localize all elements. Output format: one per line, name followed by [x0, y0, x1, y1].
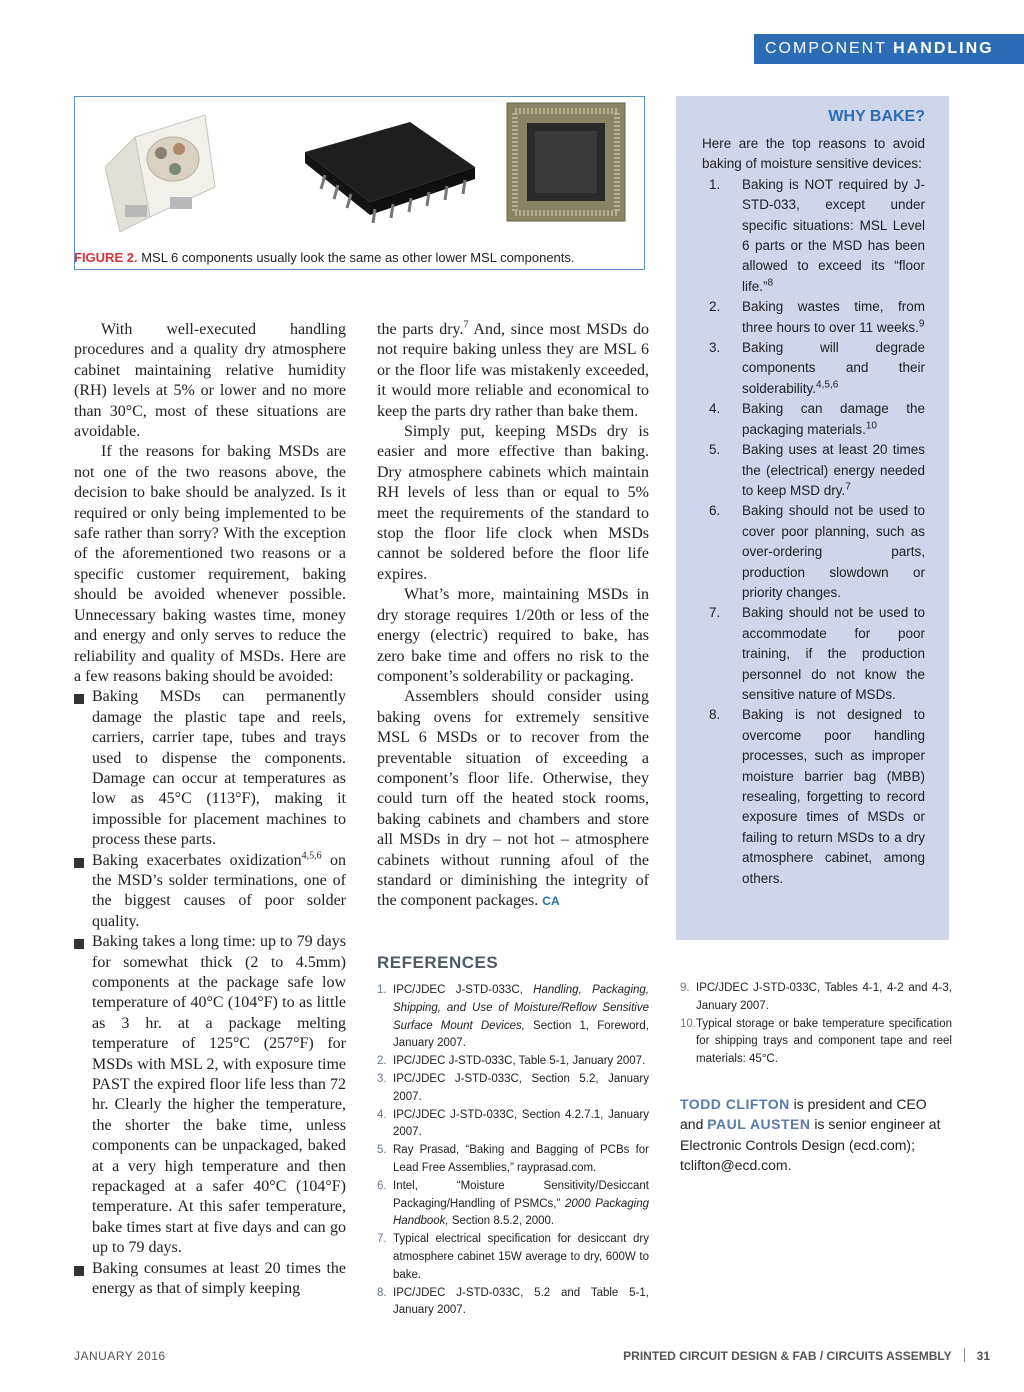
sidebar-title: WHY BAKE? [828, 108, 925, 125]
section-header [754, 34, 1024, 64]
sidebar-reasons-list [702, 175, 925, 889]
reference-number: 4. [377, 1108, 387, 1121]
bio-text: is president and CEO and [680, 1096, 927, 1133]
body-text: Assemblers should consider using baking ovens for extremely sensitive MSL 6 MSDs or to recover from the preventable situation of exceeding a component’s floor life. Otherwise, they could turn off the heated stock rooms, baking cabinets and chambers and store all MSDs in dry – not hot – atmosphere cabinets without running afoul of the standard or diminishing the integrity of the component packages. [377, 688, 649, 910]
reference-text: Typical electrical specification for desiccant dry atmosphere cabinet 15W average to dry, 600W to bake. [393, 1233, 649, 1281]
bullet-text: Baking takes a long time: up to 79 days for somewhat thick (2 to 4.5mm) components at the package safe low temperature of 40°C (104°F) to as little as 3 hr. at a package melting temperature of 125°C (257°F) for MSDs with MSL 2, with exposure time PAST the expired floor life less than 72 hr. Clearly the higher the temperature, the shorter the bake time, unless components can be unpackaged, baked at a very high temperature and then repackaged at a safer 40°C (104°F) temperature. At this safer temperature, bake times start at five days and can go up to 79 days. [92, 933, 346, 1257]
figure-label: FIGURE 2. [74, 250, 138, 265]
body-text: the parts dry. [377, 321, 464, 338]
reference-item [377, 1178, 649, 1231]
reference-number: 3. [377, 1072, 387, 1085]
section-header-light: COMPONENT [765, 40, 894, 57]
reference-text: IPC/JDEC J-STD-033C, 5.2 and Table 5-1, January 2007. [393, 1286, 649, 1317]
body-paragraph: With well-executed handling procedures and a quality dry atmosphere cabinet maintaining relative humidity (RH) levels at 5% or lower and no more than 30°C, most of these situations are avoidable. [74, 321, 346, 441]
citation-superscript: 10 [865, 420, 877, 432]
reference-item [377, 1107, 649, 1143]
reference-number: 7. [377, 1233, 387, 1246]
reference-item [377, 1071, 649, 1107]
figure-image-box [74, 96, 645, 270]
section-header-bold: HANDLING [893, 40, 994, 57]
sidebar-list-item [702, 705, 925, 889]
bio-text: is senior engineer at Electronic Controls Design (ecd.com); tclifton@ecd.com. [680, 1116, 941, 1174]
body-paragraph [377, 320, 649, 422]
reference-number: 5. [377, 1144, 387, 1157]
bullet-text: Baking exacerbates oxidization [92, 851, 302, 869]
list-number: 7. [709, 605, 721, 621]
reference-item [680, 980, 952, 1016]
bullet-item [74, 1259, 346, 1300]
sidebar-list-item [702, 603, 925, 705]
square-bullet-icon [74, 694, 84, 704]
bullet-text: Baking consumes at least 20 times the energy as that of simply keeping [92, 1259, 346, 1298]
reference-item [377, 1285, 649, 1321]
reference-text: IPC/JDEC J-STD-033C, Section 5.2, January 2007. [393, 1072, 649, 1103]
reference-item [377, 982, 649, 1053]
sidebar-list-item [702, 175, 925, 297]
bullet-item [74, 851, 346, 933]
body-text: And, since most MSDs do not require baking unless they are MSL 6 or the floor life was mistakenly exceeded, it would more reliable and economical to keep the parts dry rather than bake them. [377, 321, 650, 420]
bullet-text: Baking MSDs can permanently damage the plastic tape and reels, carriers, carrier tape, tubes and trays used to dispense the components. Damage can occur at temperatures as low as 45°C (113°F), making it impossible for placement machines to process these parts. [92, 688, 346, 849]
sidebar-intro: Here are the top reasons to avoid baking of moisture sensitive devices: [702, 136, 925, 172]
author-name: TODD CLIFTON [680, 1096, 790, 1112]
reference-item [377, 1231, 649, 1284]
reference-text: Section 1, Foreword, January 2007. [393, 1019, 649, 1050]
led-component-image [105, 115, 215, 232]
page-number: 31 [976, 1349, 990, 1363]
reference-title: Handling, Packaging, Shipping, and Use of Moisture/Reflow Sensitive Surface Mount Devices, [393, 984, 649, 1032]
list-text: Baking should not be used to accommodate for poor training, if the production personnel do not know the sensitive nature of MSDs. [742, 605, 925, 702]
list-number: 3. [709, 340, 721, 356]
reference-number: 10. [680, 1017, 696, 1030]
sidebar-list-item [702, 399, 925, 440]
citation-superscript: 7 [845, 481, 851, 493]
list-number: 2. [709, 299, 721, 315]
reference-text: Intel, “Moisture Sensitivity/Desiccant Packaging/Handling of PSMCs,” [393, 1179, 649, 1210]
citation-superscript: 4,5,6 [301, 850, 322, 862]
end-mark: CA [542, 894, 560, 909]
list-text: Baking wastes time, from three hours to over 11 weeks. [742, 299, 925, 335]
reference-number: 1. [377, 984, 387, 996]
reference-number: 8. [377, 1286, 387, 1299]
why-bake-sidebar [676, 96, 949, 940]
footer-publication [623, 1348, 990, 1363]
references-list-right [680, 980, 952, 1069]
body-paragraph [377, 687, 649, 911]
citation-superscript: 7 [463, 319, 469, 331]
square-bullet-icon [74, 858, 84, 868]
reference-text: Ray Prasad, “Baking and Bagging of PCBs for Lead Free Assemblies,” rayprasad.com. [393, 1144, 649, 1174]
list-text: Baking will degrade components and their solderability. [742, 340, 925, 396]
author-name: PAUL AUSTEN [707, 1116, 811, 1133]
reference-title: 2000 Packaging Handbook, [393, 1197, 650, 1228]
bullet-text: on the MSD’s solder terminations, one of the biggest causes of poor solder quality. [92, 851, 347, 930]
reference-number: 9. [680, 982, 690, 994]
reference-number: 6. [377, 1179, 387, 1192]
citation-superscript: 4,5,6 [816, 379, 839, 391]
article-column-2 [377, 320, 649, 912]
reference-number: 2. [377, 1055, 387, 1068]
list-text: Baking is NOT required by J-STD-033, except under specific situations: MSL Level 6 parts or the MSD has been allowed to exceed its “floor life.” [742, 176, 925, 294]
square-bullet-icon [74, 939, 84, 949]
footer-date: JANUARY 2016 [74, 1349, 166, 1363]
body-paragraph: What’s more, maintaining MSDs in dry storage requires 1/20th or less of the energy (electric) required to bake, has zero bake time and offers no risk to the component’s solderability or packaging. [377, 586, 649, 685]
reference-text: IPC/JDEC J-STD-033C, [393, 984, 534, 996]
sidebar-list-item [702, 297, 925, 338]
reference-text: Section 8.5.2, 2000. [448, 1215, 555, 1228]
figure-caption-text: MSL 6 components usually look the same as other lower MSL components. [137, 250, 575, 265]
citation-superscript: 8 [767, 277, 774, 289]
reference-text: IPC/JDEC J-STD-033C, Section 4.2.7.1, January 2007. [393, 1108, 649, 1139]
list-number: 8. [709, 707, 721, 723]
sidebar-list-item [702, 338, 925, 399]
reference-text: Typical storage or bake temperature specification for shipping trays and component tape and reel materials: 45°C. [696, 1017, 952, 1066]
bullet-item [74, 932, 346, 1259]
citation-superscript: 9 [918, 318, 925, 330]
references-list-left [377, 982, 649, 1320]
reference-item [377, 1142, 649, 1178]
article-column-1 [74, 320, 346, 1300]
author-bio [680, 1094, 952, 1176]
body-paragraph: If the reasons for baking MSDs are not one of the two reasons above, the decision to bake should be analyzed. Is it required or only being implemented to be safe rather than sorry? With the exception of the aforementioned two reasons or a specific customer requirement, baking should be avoided whenever possible. Unnecessary baking wastes time, money and energy and only serves to reduce the reliability and quality of MSDs. Here are a few reasons baking should be avoided: [74, 443, 346, 685]
reference-text: IPC/JDEC J-STD-033C, Table 5-1, January 2007. [393, 1055, 646, 1068]
list-text: Baking is not designed to overcome poor handling processes, such as improper moisture barrier bag (MBB) resealing, forgetting to record exposure times of MSDs or failing to return MSDs to a dry atmosphere cabinet, among others. [742, 707, 925, 886]
list-text: Baking should not be used to cover poor planning, such as over-ordering parts, production slowdown or priority changes. [742, 503, 925, 600]
list-number: 6. [709, 503, 721, 519]
references-heading: REFERENCES [377, 953, 499, 972]
sidebar-list-item [702, 440, 925, 501]
reasons-bullet-list [74, 687, 346, 1299]
square-bullet-icon [74, 1266, 84, 1276]
list-number: 1. [709, 176, 721, 192]
list-number: 5. [709, 442, 721, 458]
publication-name: PRINTED CIRCUIT DESIGN & FAB / CIRCUITS ASSEMBLY [623, 1349, 952, 1363]
list-text: Baking can damage the packaging materials. [742, 401, 925, 437]
figure-caption [74, 250, 575, 265]
sidebar-list-item [702, 501, 925, 603]
reference-text: IPC/JDEC J-STD-033C, Tables 4-1, 4-2 and 4-3, January 2007. [696, 982, 952, 1012]
soic-chip-image [305, 122, 475, 223]
bullet-item [74, 687, 346, 850]
reference-item [377, 1053, 649, 1071]
list-text: Baking uses at least 20 times the (electrical) energy needed to keep MSD dry. [742, 442, 925, 498]
component-photos [75, 97, 644, 269]
body-paragraph: Simply put, keeping MSDs dry is easier and more effective than baking. Dry atmosphere cabinets which maintain RH levels of less than or equal to 5% meet the requirements of the standard to stop the floor life clock when MSDs cannot be soldered before the floor life expires. [377, 423, 649, 583]
list-number: 4. [709, 401, 721, 417]
reference-item [680, 1016, 952, 1069]
bga-package-image [507, 103, 625, 221]
footer-divider [964, 1348, 965, 1362]
